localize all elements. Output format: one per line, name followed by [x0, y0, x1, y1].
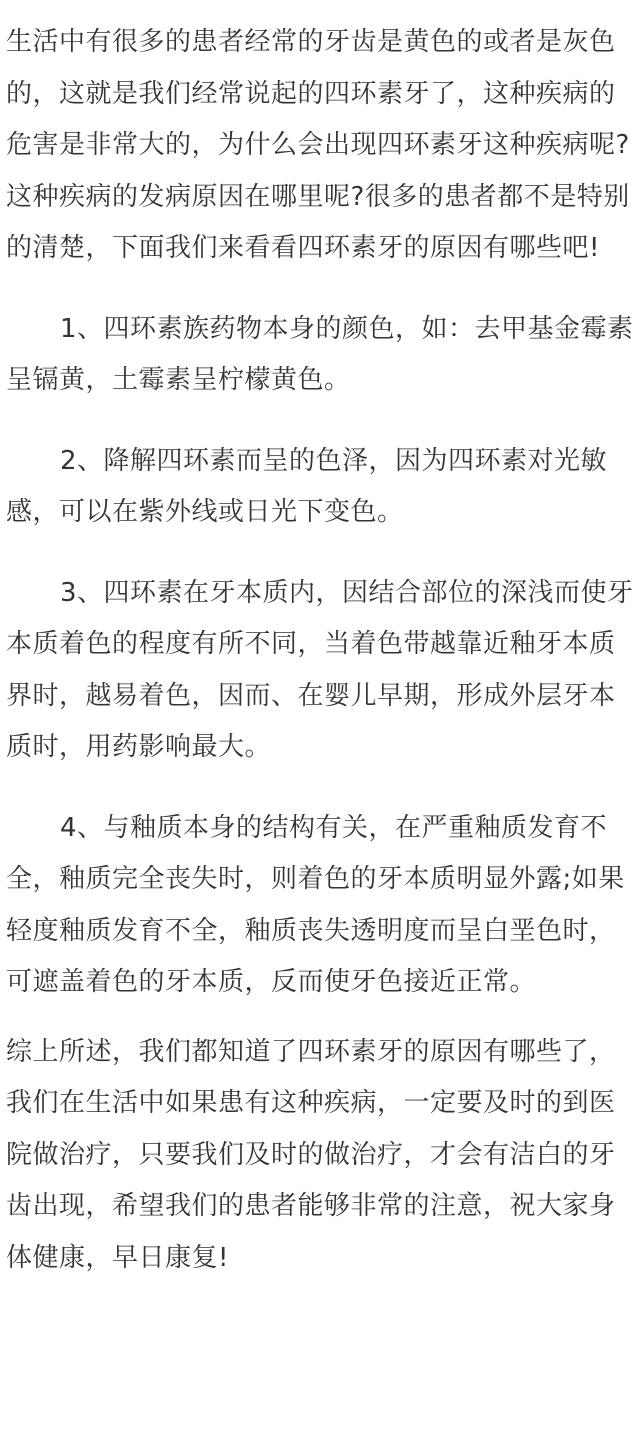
intro-paragraph: 生活中有很多的患者经常的牙齿是黄色的或者是灰色的，这就是我们经常说起的四环素牙了，这种疾病的危害是非常大的，为什么会出现四环素牙这种疾病呢?这种疾病的发病原因在哪里呢?很多的患者都不是特别的清楚，下面我们来看看四环素牙的原因有哪些吧! — [6, 27, 630, 263]
conclusion-paragraph: 综上所述，我们都知道了四环素牙的原因有哪些了，我们在生活中如果患有这种疾病，一定要及时的到医院做治疗，只要我们及时的做治疗，才会有洁白的牙齿出现，希望我们的患者能够非常的注意，祝大家身体健康，早日康复! — [6, 1036, 616, 1273]
cause-item-2: 2、降解四环素而呈的色泽，因为四环素对光敏感，可以在紫外线或日光下变色。 — [6, 445, 608, 527]
cause-item-4: 4、与釉质本身的结构有关，在严重釉质发育不全，釉质完全丧失时，则着色的牙本质明显外露;如果轻度釉质发育不全，釉质丧失透明度而呈白垩色时，可遮盖着色的牙本质，反而使牙色接近正常。 — [6, 812, 625, 997]
article-body — [6, 0, 634, 1284]
cause-item-1: 1、四环素族药物本身的颜色，如：去甲基金霉素呈镉黄，土霉素呈柠檬黄色。 — [6, 313, 634, 395]
cause-item-3: 3、四环素在牙本质内，因结合部位的深浅而使牙本质着色的程度有所不同，当着色带越靠近釉牙本质界时，越易着色，因而、在婴儿早期，形成外层牙本质时，用药影响最大。 — [6, 577, 634, 762]
